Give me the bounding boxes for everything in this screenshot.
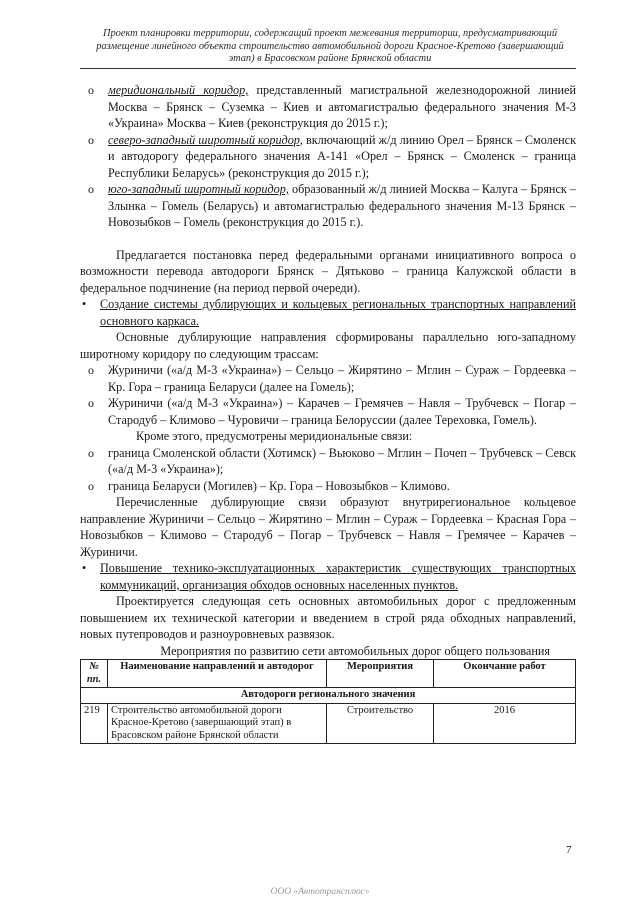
corridor-text: включающий ж/д линию Орел – Брянск – Смоленск и автодорогу федерального значения А-141 «Орел – Брянск – Смоленск – граница Республики Беларусь» (реконструкция до 2015 г.); (108, 132, 576, 180)
route-text: граница Беларуси (Могилев) – Кр. Гора – Новозыбков – Климово. (108, 478, 450, 493)
paragraph: Перечисленные дублирующие связи образуют внутрирегиональное кольцевое направление Журиничи – Сельцо – Жирятино – Мглин – Сураж – Гордеевка – Красная Гора – Новозыбков – Климово – Стародуб – Погар – Трубчевск – Навля – Гремячее – Карачев – Журиничи. (80, 495, 576, 559)
column-header: Окончание работ (434, 660, 576, 688)
table-cell: 219 (81, 703, 108, 744)
corridor-name: юго-западный широтный коридор, (108, 182, 289, 196)
paragraph: Основные дублирующие направления сформированы параллельно юго-западному широтному коридору по следующим трассам: (80, 330, 576, 361)
list-item (80, 181, 576, 231)
list-item (80, 82, 576, 132)
page-footer: ООО «Автотрансплюс» (270, 887, 370, 897)
corridor-name: северо-западный широтный коридор, (108, 132, 303, 147)
corridor-name: меридиональный коридор, (108, 83, 249, 97)
section-heading: Создание системы дублирующих и кольцевых региональных транспортных направлений основного каркаса. (100, 297, 576, 328)
list-item (80, 296, 576, 329)
route-text: граница Смоленской области (Хотимск) – Вьюково – Мглин – Почеп – Трубчевск – Севск («а/д М-3 «Украина»); (108, 445, 576, 476)
table-row (81, 703, 576, 744)
table-group-row (81, 688, 576, 704)
document-header (80, 28, 580, 66)
circle-bullet-icon: o (88, 132, 94, 147)
route-text: Журиничи («а/д М-3 «Украина») – Карачев – Гремячев – Навля – Трубчевск – Погар – Стародуб – Климово – Чуровичи – граница Белоруссии (далее Тереховка, Гомель). (108, 396, 576, 427)
section-heading: Повышение технико-эксплуатационных характеристик существующих транспортных коммуникаций, организация обходов основных населенных пунктов. (100, 561, 576, 592)
circle-bullet-icon: o (88, 83, 94, 97)
meridional-list (80, 445, 576, 495)
list-item (80, 560, 576, 593)
corridor-list (80, 82, 576, 231)
list-item (80, 362, 576, 395)
list-item (80, 445, 576, 478)
data-table (80, 659, 576, 744)
corridor-text: представленный магистральной железнодорожной линией Москва – Брянск – Суземка – Киев и автомагистралью федерального значения М-3 «Украина» Москва – Киев (реконструкция до 2015 г.); (108, 83, 576, 130)
document-body (80, 82, 576, 744)
list-item (80, 478, 576, 495)
page-number: 7 (566, 844, 572, 856)
circle-bullet-icon: o (88, 445, 94, 460)
table-cell: Строительство автомобильной дороги Красное-Кретово (завершающий этап) в Брасовском районе Брянской области (108, 703, 327, 744)
header-line: размещение линейного объекта строительство автомобильной дороги Красное-Кретово (завершающий (96, 40, 564, 52)
paragraph: Проектируется следующая сеть основных автомобильных дорог с предложенным повышением их технической категории и введением в строй ряда обходных направлений, новых путепроводов и разноуровневых развязок. (80, 594, 576, 641)
column-header: Мероприятия (327, 660, 434, 688)
bullet-icon: • (82, 561, 87, 575)
circle-bullet-icon: o (88, 396, 94, 410)
table-header-row (81, 660, 576, 688)
table-cell: Строительство (327, 703, 434, 744)
header-line: Проект планировки территории, содержащий проект межевания территории, предусматривающий (102, 28, 558, 39)
column-header: Наименование направлений и автодорог (108, 660, 327, 688)
route-text: Журиничи («а/д М-3 «Украина») – Сельцо – Жирятино – Мглин – Сураж – Гордеевка – Кр. Гора – граница Беларуси (далее на Гомель); (108, 363, 576, 394)
header-line: этап) в Брасовском районе Брянской области (228, 53, 432, 64)
header-divider (80, 68, 576, 69)
group-label: Автодороги регионального значения (81, 688, 576, 704)
paragraph: Кроме этого, предусмотрены меридиональные связи: (136, 429, 413, 443)
table-caption: Мероприятия по развитию сети автомобильных дорог общего пользования (160, 643, 550, 658)
proposal-paragraph: Предлагается постановка перед федеральными органами инициативного вопроса о возможности перевода автодороги Брянск – Дятьково – граница Калужской области в федеральное подчинение (на период первой очереди). (80, 247, 576, 295)
table-cell: 2016 (434, 703, 576, 744)
circle-bullet-icon: o (88, 478, 94, 493)
circle-bullet-icon: o (88, 182, 94, 196)
route-list (80, 362, 576, 428)
circle-bullet-icon: o (88, 363, 94, 377)
list-item (80, 395, 576, 428)
corridor-text: образованный ж/д линией Москва – Калуга – Брянск – Злынка – Гомель (Беларусь) и автомагистралью федерального значения М-13 Брянск – Новозыбков – Гомель (реконструкция до 2015 г.). (108, 182, 576, 229)
bullet-icon: • (82, 297, 87, 311)
column-header: № пп. (81, 660, 108, 688)
list-item (80, 132, 576, 182)
